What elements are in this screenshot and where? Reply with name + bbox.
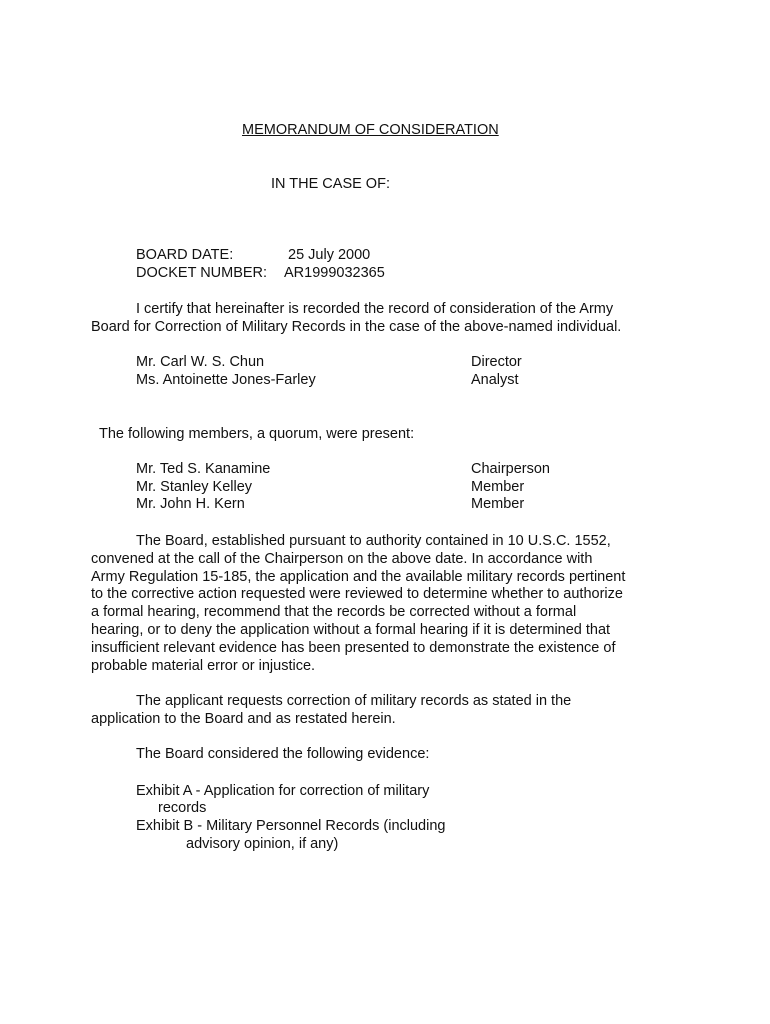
member-name: Mr. Ted S. Kanamine — [136, 461, 271, 477]
certify-line-1: I certify that hereinafter is recorded the record of consideration of the Army — [136, 301, 614, 317]
exhibit-a-line-2: records — [158, 800, 207, 816]
memo-title: MEMORANDUM OF CONSIDERATION — [242, 122, 499, 138]
board-date-label: BOARD DATE: — [136, 247, 234, 263]
docket-label: DOCKET NUMBER: — [136, 265, 268, 281]
quorum-text: The following members, a quorum, were present: — [99, 426, 415, 442]
applicant-line: The applicant requests correction of military records as stated in the — [136, 693, 572, 709]
member-name: Mr. Stanley Kelley — [136, 479, 253, 495]
board-paragraph-line: a formal hearing, recommend that the records be corrected without a formal — [91, 604, 577, 620]
board-paragraph-line: convened at the call of the Chairperson on the above date. In accordance with — [91, 551, 593, 567]
staff-name: Ms. Antoinette Jones-Farley — [136, 372, 316, 388]
docket-value: AR1999032365 — [284, 265, 385, 281]
certify-line-2: Board for Correction of Military Records in the case of the above-named individual. — [91, 319, 622, 335]
board-paragraph-line: Army Regulation 15-185, the application and the available military records pertinent — [91, 569, 626, 585]
case-line: IN THE CASE OF: — [271, 176, 390, 192]
evidence-intro: The Board considered the following evidence: — [136, 746, 430, 762]
board-paragraph-line: The Board, established pursuant to authority contained in 10 U.S.C. 1552, — [136, 533, 611, 549]
exhibit-b-line-1: Exhibit B - Military Personnel Records (including — [136, 818, 446, 834]
member-role: Chairperson — [471, 461, 550, 477]
staff-role: Analyst — [471, 372, 519, 388]
staff-name: Mr. Carl W. S. Chun — [136, 354, 265, 370]
member-role: Member — [471, 496, 525, 512]
exhibit-a-line-1: Exhibit A - Application for correction of military — [136, 783, 430, 799]
board-date-value: 25 July 2000 — [288, 247, 371, 263]
board-paragraph-line: probable material error or injustice. — [91, 658, 316, 674]
applicant-line: application to the Board and as restated herein. — [91, 711, 396, 727]
exhibit-b-line-2: advisory opinion, if any) — [186, 836, 339, 852]
staff-role: Director — [471, 354, 522, 370]
board-paragraph-line: hearing, or to deny the application without a formal hearing if it is determined that — [91, 622, 611, 638]
board-paragraph-line: insufficient relevant evidence has been presented to demonstrate the existence of — [91, 640, 616, 656]
board-paragraph-line: to the corrective action requested were reviewed to determine whether to authorize — [91, 586, 623, 602]
member-name: Mr. John H. Kern — [136, 496, 245, 512]
member-role: Member — [471, 479, 525, 495]
